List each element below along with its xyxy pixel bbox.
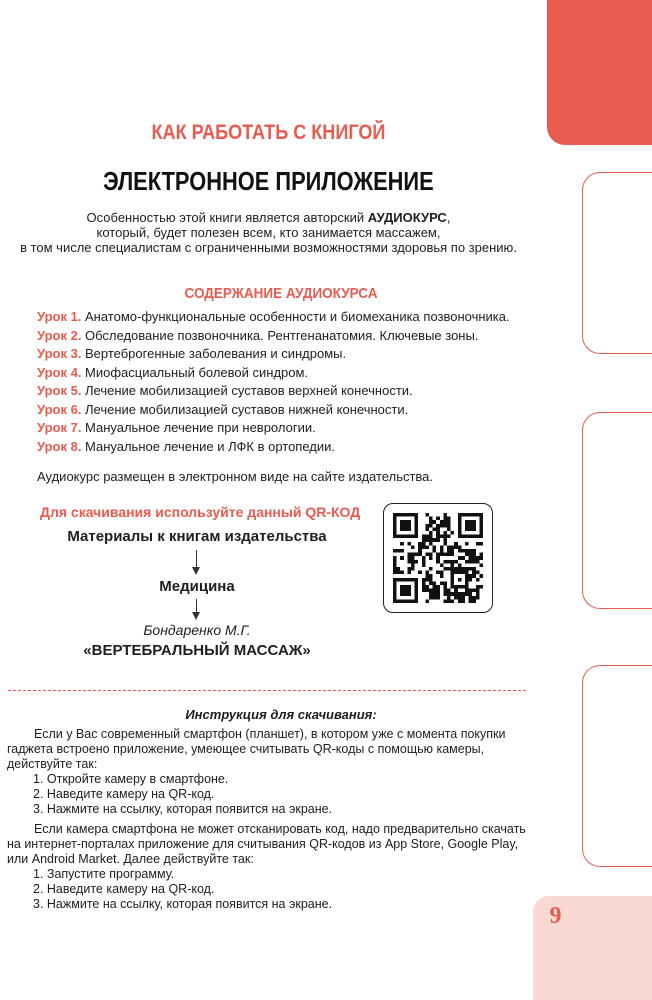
lesson-label: Урок 7. bbox=[37, 420, 82, 435]
lesson-item bbox=[37, 402, 510, 421]
lesson-label: Урок 6. bbox=[37, 401, 82, 417]
intro-line: в том числе специалистам с ограниченными возможностями здоровья по зрению. bbox=[20, 240, 517, 255]
chapter-tab-outline bbox=[582, 412, 652, 609]
lesson-text: Вертеброгенные заболевания и синдромы. bbox=[85, 346, 347, 361]
section-divider bbox=[8, 690, 526, 691]
lesson-item bbox=[37, 420, 510, 439]
path-step-materials: Материалы к книгам издательства bbox=[67, 528, 327, 545]
book-title: «ВЕРТЕБРАЛЬНЫЙ МАССАЖ» bbox=[83, 642, 311, 659]
instructions-body bbox=[7, 727, 535, 912]
lesson-text: Обследование позвоночника. Рентгенанатомия. Ключевые зоны. bbox=[85, 327, 479, 343]
instruction-step: 2. Наведите камеру на QR-код. bbox=[33, 882, 215, 896]
instructions-paragraph: Если камера смартфона не может отсканировать код, надо предварительно скачать на интернет-порталах приложение для считывания QR-кодов из App Store, Google Play, или Android Market. Далее действуйте так: bbox=[7, 822, 526, 866]
intro-bold: АУДИОКУРС bbox=[367, 210, 447, 225]
lesson-item bbox=[37, 309, 510, 328]
lesson-label: Урок 4. bbox=[37, 364, 82, 380]
qr-code-icon bbox=[393, 513, 483, 603]
instructions-paragraph: Если у Вас современный смартфон (планшет), в котором уже с момента покупки гаджета встроено приложение, умеющее считывать QR-коды с помощью камеры, действуйте так: bbox=[7, 727, 506, 771]
path-step-medicine: Медицина bbox=[159, 578, 235, 595]
lesson-label: Урок 1. bbox=[37, 309, 82, 324]
chapter-tab-active bbox=[547, 0, 652, 145]
instruction-step: 1. Запустите программу. bbox=[33, 867, 175, 881]
qr-code[interactable] bbox=[383, 503, 493, 613]
intro-line: который, будет полезен всем, кто занимается массажем, bbox=[96, 225, 441, 240]
intro-text: Особенностью этой книги является авторский bbox=[86, 210, 368, 225]
section-kicker: КАК РАБОТАТЬ С КНИГОЙ bbox=[151, 121, 386, 144]
instruction-step: 3. Нажмите на ссылку, которая появится на экране. bbox=[33, 802, 333, 816]
arrow-down-icon bbox=[196, 550, 197, 568]
lesson-text: Мануальное лечение и ЛФК в ортопедии. bbox=[85, 438, 336, 454]
lesson-item bbox=[37, 365, 510, 384]
lesson-item bbox=[37, 328, 510, 347]
chapter-tab-outline bbox=[582, 172, 652, 354]
lesson-label: Урок 8. bbox=[37, 438, 82, 454]
lesson-text: Лечение мобилизацией суставов верхней конечности. bbox=[85, 383, 413, 398]
lesson-list bbox=[37, 309, 510, 457]
instruction-step: 2. Наведите камеру на QR-код. bbox=[33, 787, 215, 801]
page-title: ЭЛЕКТРОННОЕ ПРИЛОЖЕНИЕ bbox=[103, 166, 434, 196]
download-title: Для скачивания используйте данный QR-КОД bbox=[40, 504, 361, 520]
lesson-item bbox=[37, 383, 510, 402]
lesson-text: Мануальное лечение при неврологии. bbox=[85, 420, 316, 435]
lesson-item bbox=[37, 346, 510, 365]
contents-title: СОДЕРЖАНИЕ АУДИОКУРСА bbox=[184, 285, 378, 302]
instruction-step: 1. Откройте камеру в смартфоне. bbox=[33, 772, 229, 786]
instructions-title: Инструкция для скачивания: bbox=[185, 707, 377, 722]
arrow-down-icon bbox=[196, 599, 197, 613]
book-author: Бондаренко М.Г. bbox=[143, 622, 251, 638]
lesson-text: Анатомо-функциональные особенности и биомеханика позвоночника. bbox=[85, 309, 510, 324]
lesson-text: Миофасциальный болевой синдром. bbox=[85, 364, 309, 380]
instruction-step: 3. Нажмите на ссылку, которая появится на экране. bbox=[33, 897, 333, 911]
chapter-tab-outline bbox=[582, 665, 652, 867]
lesson-label: Урок 2. bbox=[37, 327, 82, 343]
lesson-item bbox=[37, 439, 510, 458]
lesson-label: Урок 5. bbox=[37, 383, 82, 398]
intro-paragraph: Особенностью этой книги является авторский АУДИОКУРС, который, будет полезен всем, кто занимается массажем, в том числе специалистам с ограниченными возможностями здоровья по зрению. bbox=[0, 210, 537, 255]
audio-note: Аудиокурс размещен в электронном виде на сайте издательства. bbox=[37, 469, 434, 484]
lesson-text: Лечение мобилизацией суставов нижней конечности. bbox=[85, 401, 409, 417]
page-number: 9 bbox=[549, 903, 562, 929]
arrow-head-icon bbox=[192, 567, 200, 575]
lesson-label: Урок 3. bbox=[37, 346, 82, 361]
arrow-head-icon bbox=[192, 612, 200, 620]
